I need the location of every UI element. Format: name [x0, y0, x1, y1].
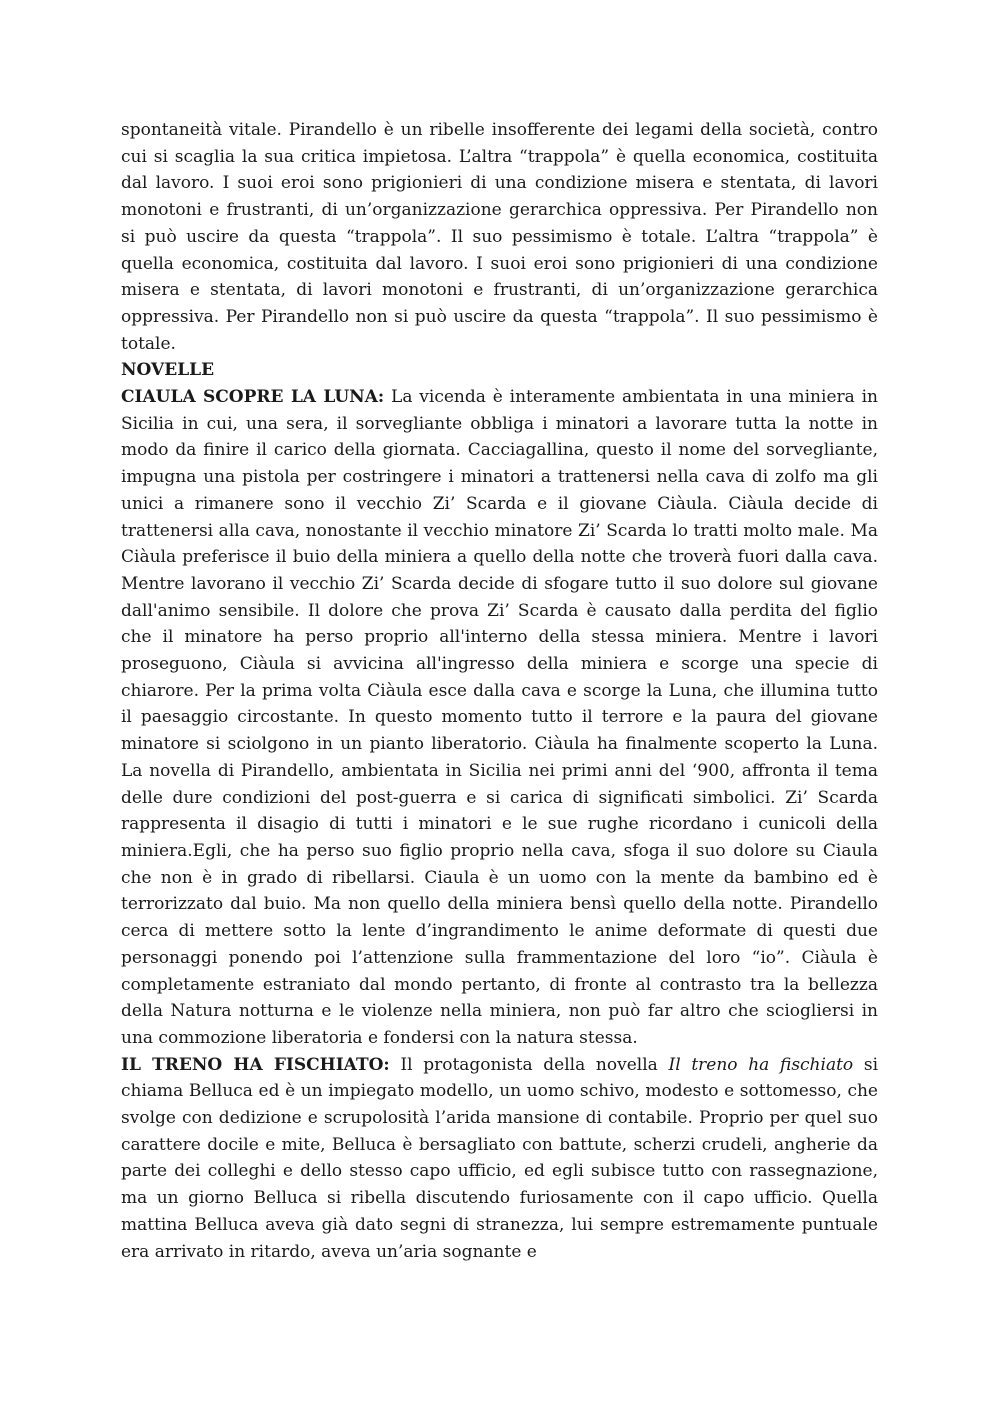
- ciaula-paragraph: [121, 384, 878, 1052]
- treno-body-after: si chiama Belluca ed è un impiegato modello, un uomo schivo, modesto e sottomesso, che svolge con dedizione e scrupolosità l’arida mansione di contabile. Proprio per quel suo carattere docile e mite, Belluca è bersagliato con battute, scherzi crudeli, angherie da parte dei colleghi e dello stesso capo ufficio, ed egli subisce tutto con rassegnazione, ma un giorno Belluca si ribella discutendo furiosamente con il capo ufficio. Quella mattina Belluca aveva già dato segni di stranezza, lui sempre estremamente puntuale era arrivato in ritardo, aveva un’aria sognante e: [121, 1054, 879, 1262]
- treno-italic-title: Il treno ha fischiato: [668, 1054, 854, 1075]
- intro-paragraph: spontaneità vitale. Pirandello è un ribelle insofferente dei legami della società, contro cui si scaglia la sua critica impietosa. L’altra “trappola” è quella economica, costituita dal lavoro. I suoi eroi sono prigionieri di una condizione misera e stentata, di lavori monotoni e frustranti, di un’organizzazione gerarchica oppressiva. Per Pirandello non si può uscire da questa “trappola”. Il suo pessimismo è totale. L’altra “trappola” è quella economica, costituita dal lavoro. I suoi eroi sono prigionieri di una condizione misera e stentata, di lavori monotoni e frustranti, di un’organizzazione gerarchica oppressiva. Per Pirandello non si può uscire da questa “trappola”. Il suo pessimismo è totale.: [121, 120, 878, 354]
- ciaula-title: CIAULA SCOPRE LA LUNA:: [121, 387, 385, 408]
- section-heading: NOVELLE: [121, 360, 215, 381]
- document-page: [121, 117, 878, 1265]
- ciaula-body: La vicenda è interamente ambientata in una miniera in Sicilia in cui, una sera, il sorvegliante obbliga i minatori a lavorare tutta la notte in modo da finire il carico della giornata. Cacciagallina, questo il nome del sorvegliante, impugna una pistola per costringere i minatori a trattenersi nella cava di zolfo ma gli unici a rimanere sono il vecchio Zi’ Scarda e il giovane Ciàula. Ciàula decide di trattenersi alla cava, nonostante il vecchio minatore Zi’ Scarda lo tratti molto male. Ma Ciàula preferisce il buio della miniera a quello della notte che troverà fuori dalla cava. Mentre lavorano il vecchio Zi’ Scarda decide di sfogare tutto il suo dolore sul giovane dall'animo sensibile. Il dolore che prova Zi’ Scarda è causato dalla perdita del figlio che il minatore ha perso proprio all'interno della stessa miniera. Mentre i lavori proseguono, Ciàula si avvicina all'ingresso della miniera e scorge una specie di chiarore. Per la prima volta Ciàula esce dalla cava e scorge la Luna, che illumina tutto il paesaggio circostante. In questo momento tutto il terrore e la paura del giovane minatore si sciolgono in un pianto liberatorio. Ciàula ha finalmente scoperto la Luna. La novella di Pirandello, ambientata in Sicilia nei primi anni del ‘900, affronta il tema delle dure condizioni del post-guerra e si carica di significati simbolici. Zi’ Scarda rappresenta il disagio di tutti i minatori e le sue rughe ricordano i cunicoli della miniera.Egli, che ha perso suo figlio proprio nella cava, sfoga il suo dolore su Ciaula che non è in grado di ribellarsi. Ciaula è un uomo con la mente da bambino ed è terrorizzato dal buio. Ma non quello della miniera bensì quello della notte. Pirandello cerca di mettere sotto la lente d’ingrandimento le anime deformate di questi due personaggi ponendo poi l’attenzione sulla frammentazione del loro “io”. Ciàula è completamente estraniato dal mondo pertanto, di fronte al contrasto tra la bellezza della Natura notturna e le violenze nella miniera, non può far altro che sciogliersi in una commozione liberatoria e fondersi con la natura stessa.: [121, 387, 878, 1048]
- treno-body-before: Il protagonista della novella: [389, 1054, 669, 1075]
- treno-title: IL TRENO HA FISCHIATO:: [121, 1054, 390, 1075]
- treno-paragraph: [121, 1052, 878, 1266]
